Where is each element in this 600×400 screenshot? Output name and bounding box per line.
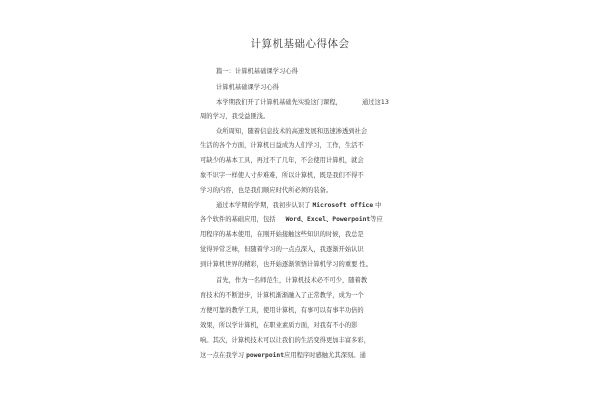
text-run: 通过本学期的学期，我初步认识了: [216, 202, 311, 209]
section-heading: 篇一：计算机基础课学习心得: [216, 68, 298, 75]
paragraph-line: 象不识字一样使人寸步难难，所以计算机，既是我们不得不: [200, 172, 364, 179]
paragraph-line: 可缺少的基本工具，再过不了几年，不会使用计算机，就会: [200, 157, 364, 164]
paragraph-line: 到计算机世界的精彩，也开始逐渐领悟计算机学习的重要 性。: [200, 261, 373, 268]
text-run: 通过这13: [362, 99, 389, 106]
paragraph-line: [216, 202, 381, 210]
text-run: 本学期我们开了计算机基础先实验这门课程，: [216, 99, 342, 106]
paragraph-line: [216, 99, 342, 107]
text-run-code: Word、Excel、Powerpoint: [285, 216, 371, 223]
paragraph-line: 育技术的不断进步，计算机渐渐融入了正常教学，成为一个: [200, 292, 364, 299]
paragraph-line: 响。其次，计算机技术可以让我们的生活变得更加丰富多彩，: [200, 337, 371, 344]
paragraph-line: [200, 352, 366, 360]
paragraph-line: 生活的各个方面，计算机日益成为人们学习，工作，生活不: [200, 142, 364, 149]
paragraph-line: 首先，作为一名师范生，计算机技术必不可少，随着教: [216, 277, 368, 284]
text-run: 各个软件的基础应用，包括: [200, 216, 276, 223]
paragraph-line: [362, 99, 389, 107]
text-run: 这一点在我学习: [200, 352, 245, 359]
paragraph-line: 觉得异常乏味，但随着学习的一点点深入，我逐渐开始认识: [200, 246, 364, 253]
text-run: 中: [375, 202, 382, 209]
paragraph-line: 众所周知，随着信息技术的高速发展和迅速渗透到社会: [216, 128, 368, 135]
paragraph-line: 方便可靠的教学工具，使用计算机，有事可以有事半功倍的: [200, 307, 364, 314]
paragraph-line: 周的学习，我受益匪浅。: [200, 113, 270, 120]
document-title: 计算机基础心得体会: [250, 38, 350, 50]
text-run: 等应: [370, 216, 383, 223]
paragraph-line: 学习的内容，也是我们顺应时代所必须的装备。: [200, 187, 333, 194]
subheading: 计算机基础课学习心得: [216, 84, 279, 91]
text-run-code: Microsoft office: [312, 202, 374, 209]
paragraph-line: [200, 216, 383, 224]
text-run-code: powerpoint: [246, 352, 285, 359]
paragraph-line: 用程序的基本使用，在刚开始接触这些知识的时候，我总是: [200, 231, 364, 238]
paragraph-line: 效果，所以学计算机，在职业素质方面，对我有不小的影: [200, 322, 358, 329]
text-run: 应用程序时感触尤其深刻。通: [284, 352, 366, 359]
